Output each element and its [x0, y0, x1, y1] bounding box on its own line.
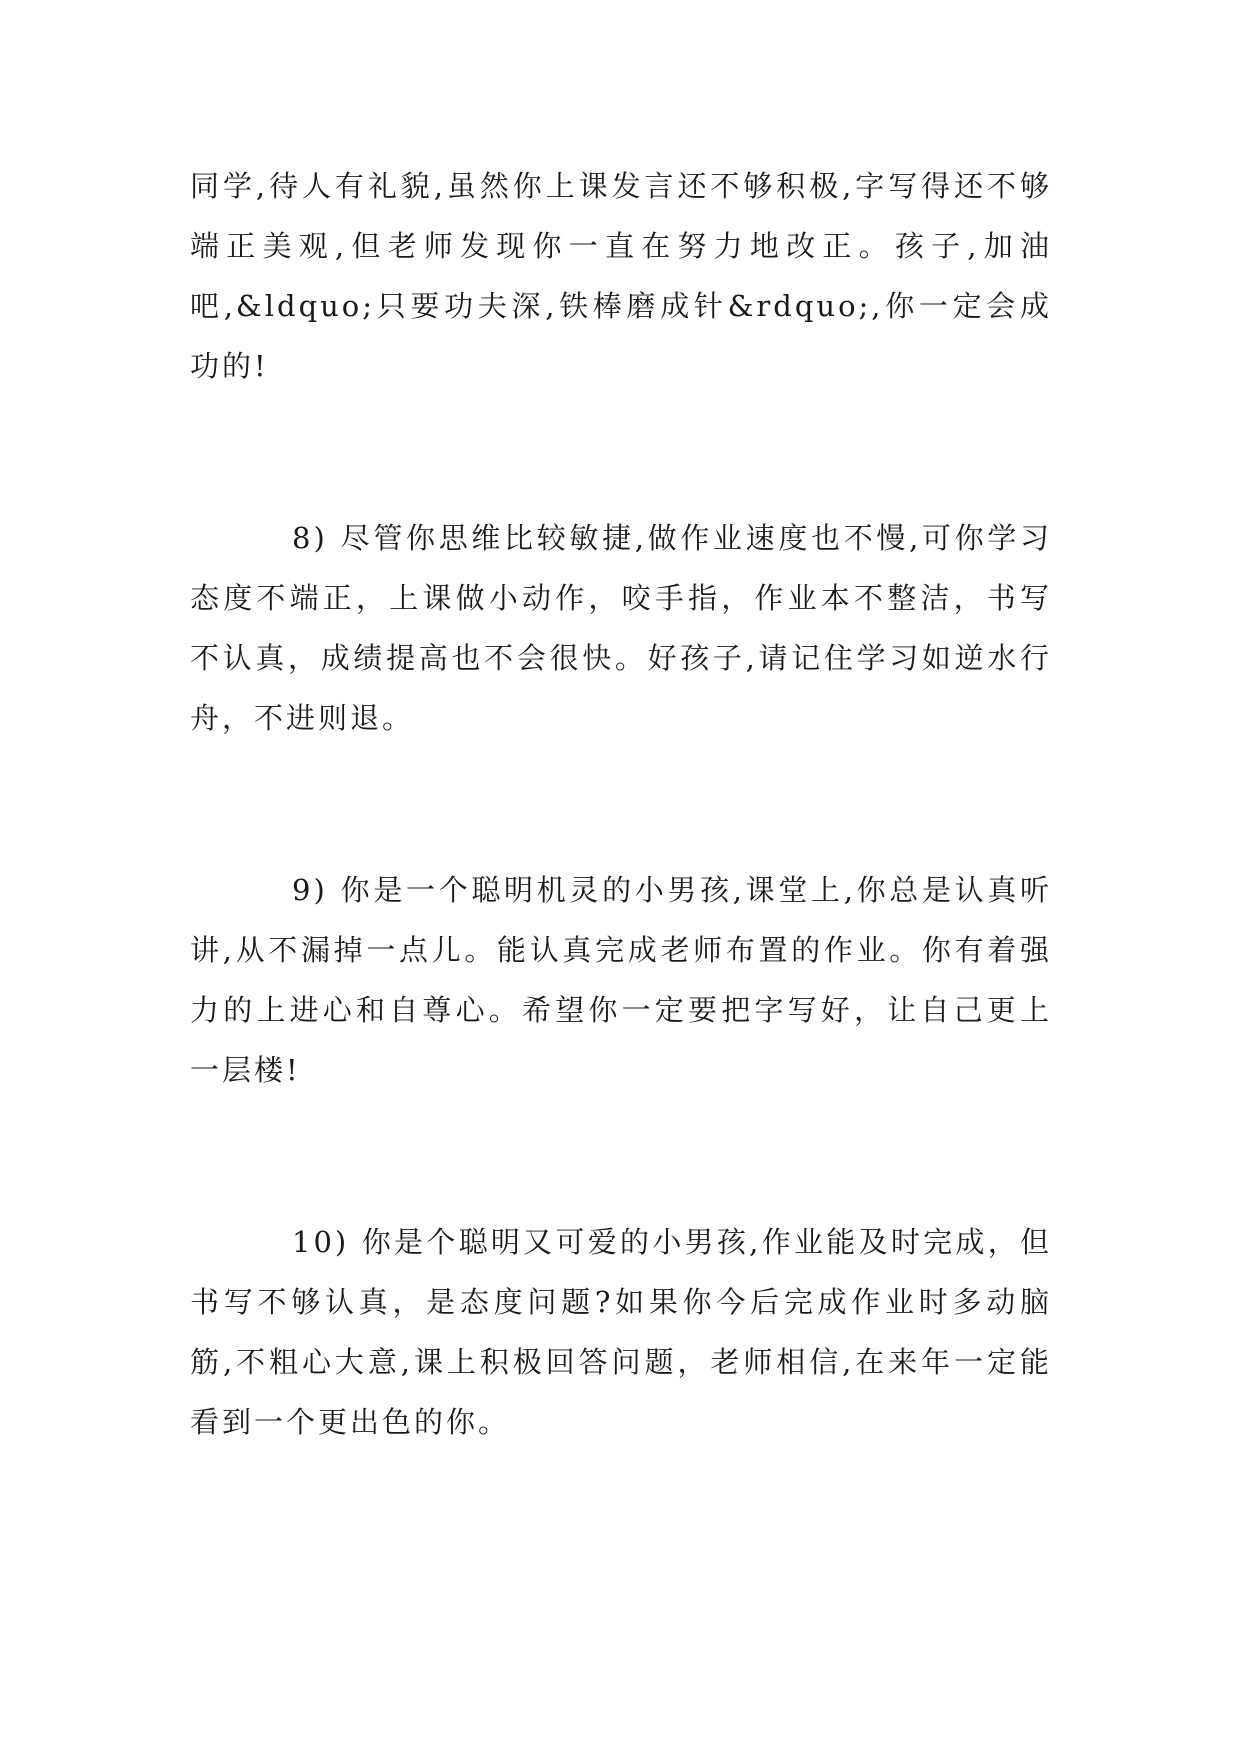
- comment-paragraph-continued: 同学,待人有礼貌,虽然你上课发言还不够积极,字写得还不够端正美观,但老师发现你一直在努力地改正。孩子,加油吧,&ldquo;只要功夫深,铁棒磨成针&rdquo;,你一定会成功的!: [190, 169, 1052, 383]
- comment-paragraph-8: 8) 尽管你思维比较敏捷,做作业速度也不慢,可你学习态度不端正，上课做小动作，咬手指，作业本不整洁，书写不认真，成绩提高也不会很快。好孩子,请记住学习如逆水行舟，不进则退。: [190, 521, 1052, 735]
- comment-paragraph-9: 9) 你是一个聪明机灵的小男孩,课堂上,你总是认真听讲,从不漏掉一点儿。能认真完成老师布置的作业。你有着强力的上进心和自尊心。希望你一定要把字写好，让自己更上一层楼!: [190, 873, 1052, 1087]
- comment-paragraph-10: 10) 你是个聪明又可爱的小男孩,作业能及时完成，但书写不够认真，是态度问题?如果你今后完成作业时多动脑筋,不粗心大意,课上积极回答问题，老师相信,在来年一定能看到一个更出色的你。: [190, 1225, 1052, 1439]
